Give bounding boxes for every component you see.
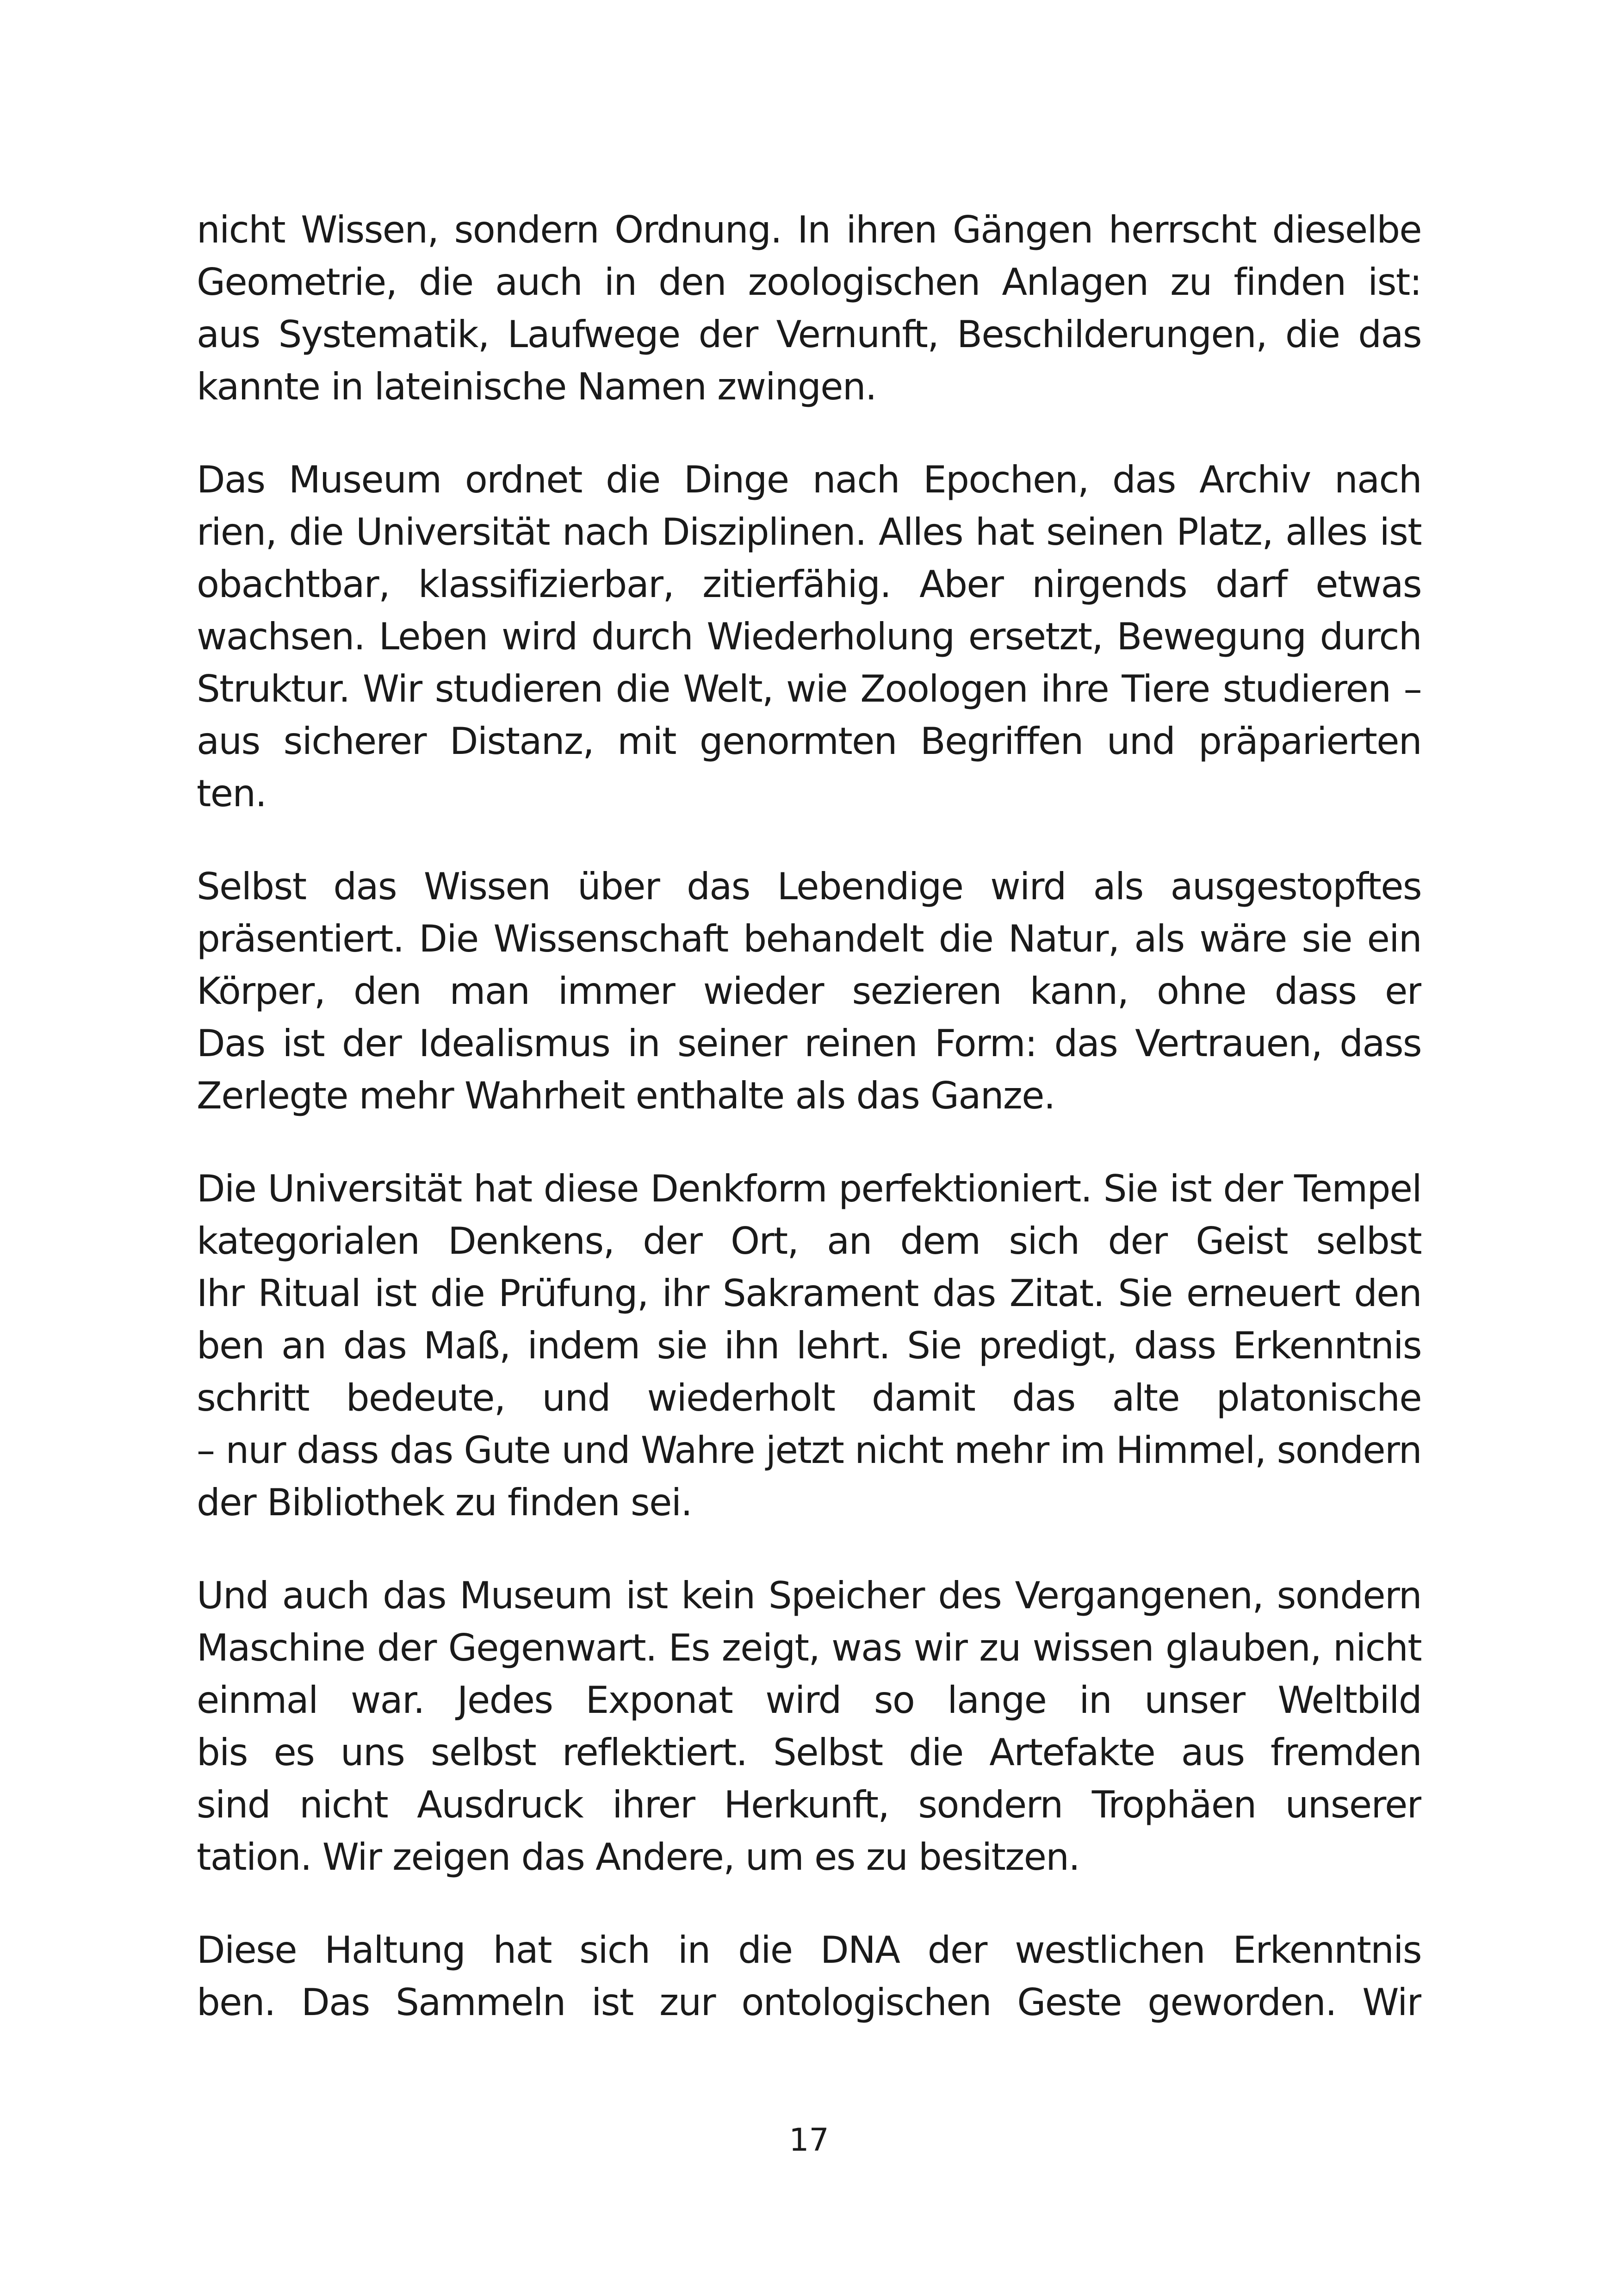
paragraph-4 <box>197 1163 1421 1529</box>
text-line: Selbst das Wissen über das Lebendige wird als ausgestopftes <box>197 865 1421 908</box>
paragraph-1 <box>197 204 1421 413</box>
paragraph-6 <box>197 1924 1421 2028</box>
text-line: ben. Das Sammeln ist zur ontologischen Geste geworden. Wir <box>197 1981 1421 2024</box>
text-line: einmal war. Jedes Exponat wird so lange in unser Weltbild <box>197 1679 1421 1722</box>
text-line: ben an das Maß, indem sie ihn lehrt. Sie predigt, dass Erkenntnis <box>197 1324 1421 1367</box>
text-line: ten. <box>197 772 267 815</box>
text-line: aus Systematik, Laufwege der Vernunft, Beschilderungen, die das <box>197 313 1421 356</box>
page-body <box>197 204 1421 2069</box>
paragraph-3 <box>197 860 1421 1122</box>
text-line: Diese Haltung hat sich in die DNA der westlichen Erkenntnis <box>197 1929 1421 1972</box>
text-line: präsentiert. Die Wissenschaft behandelt die Natur, als wäre sie ein <box>197 917 1421 960</box>
text-line: sind nicht Ausdruck ihrer Herkunft, sondern Trophäen unserer <box>197 1783 1421 1826</box>
text-line: rien, die Universität nach Disziplinen. Alles hat seinen Platz, alles ist <box>197 510 1421 554</box>
text-line: Geometrie, die auch in den zoologischen Anlagen zu finden ist: <box>197 261 1421 304</box>
text-line: Und auch das Museum ist kein Speicher des Vergangenen, sondern <box>197 1574 1421 1617</box>
paragraph-2 <box>197 454 1421 820</box>
text-line: obachtbar, klassifizierbar, zitierfähig. Aber nirgends darf etwas <box>197 563 1421 606</box>
page-number: 17 <box>789 2122 829 2159</box>
text-line: tation. Wir zeigen das Andere, um es zu besitzen. <box>197 1836 1080 1879</box>
text-line: Struktur. Wir studieren die Welt, wie Zoologen ihre Tiere studieren – <box>197 667 1421 710</box>
text-line: Körper, den man immer wieder sezieren kann, ohne dass er <box>197 970 1421 1013</box>
text-line: Die Universität hat diese Denkform perfektioniert. Sie ist der Tempel <box>197 1167 1421 1210</box>
text-line: Das ist der Idealismus in seiner reinen Form: das Vertrauen, dass <box>197 1022 1421 1065</box>
text-line: – nur dass das Gute und Wahre jetzt nicht mehr im Himmel, sondern <box>197 1429 1421 1472</box>
text-line: Ihr Ritual ist die Prüfung, ihr Sakrament das Zitat. Sie erneuert den <box>197 1272 1421 1315</box>
text-line: Zerlegte mehr Wahrheit enthalte als das Ganze. <box>197 1074 1055 1117</box>
text-line: aus sicherer Distanz, mit genormten Begriffen und präparierten <box>197 720 1421 763</box>
text-line: Das Museum ordnet die Dinge nach Epochen, das Archiv nach <box>197 458 1421 501</box>
paragraph-5 <box>197 1569 1421 1883</box>
text-line: Maschine der Gegenwart. Es zeigt, was wir zu wissen glauben, nicht <box>197 1626 1421 1669</box>
text-line: bis es uns selbst reflektiert. Selbst die Artefakte aus fremden <box>197 1731 1421 1774</box>
text-line: kannte in lateinische Namen zwingen. <box>197 365 876 408</box>
text-line: wachsen. Leben wird durch Wiederholung ersetzt, Bewegung durch <box>197 615 1421 658</box>
text-line: nicht Wissen, sondern Ordnung. In ihren Gängen herrscht dieselbe <box>197 208 1421 251</box>
text-line: kategorialen Denkens, der Ort, an dem sich der Geist selbst <box>197 1220 1421 1263</box>
text-line: schritt bedeute, und wiederholt damit das alte platonische <box>197 1376 1421 1419</box>
text-line: der Bibliothek zu finden sei. <box>197 1481 692 1524</box>
